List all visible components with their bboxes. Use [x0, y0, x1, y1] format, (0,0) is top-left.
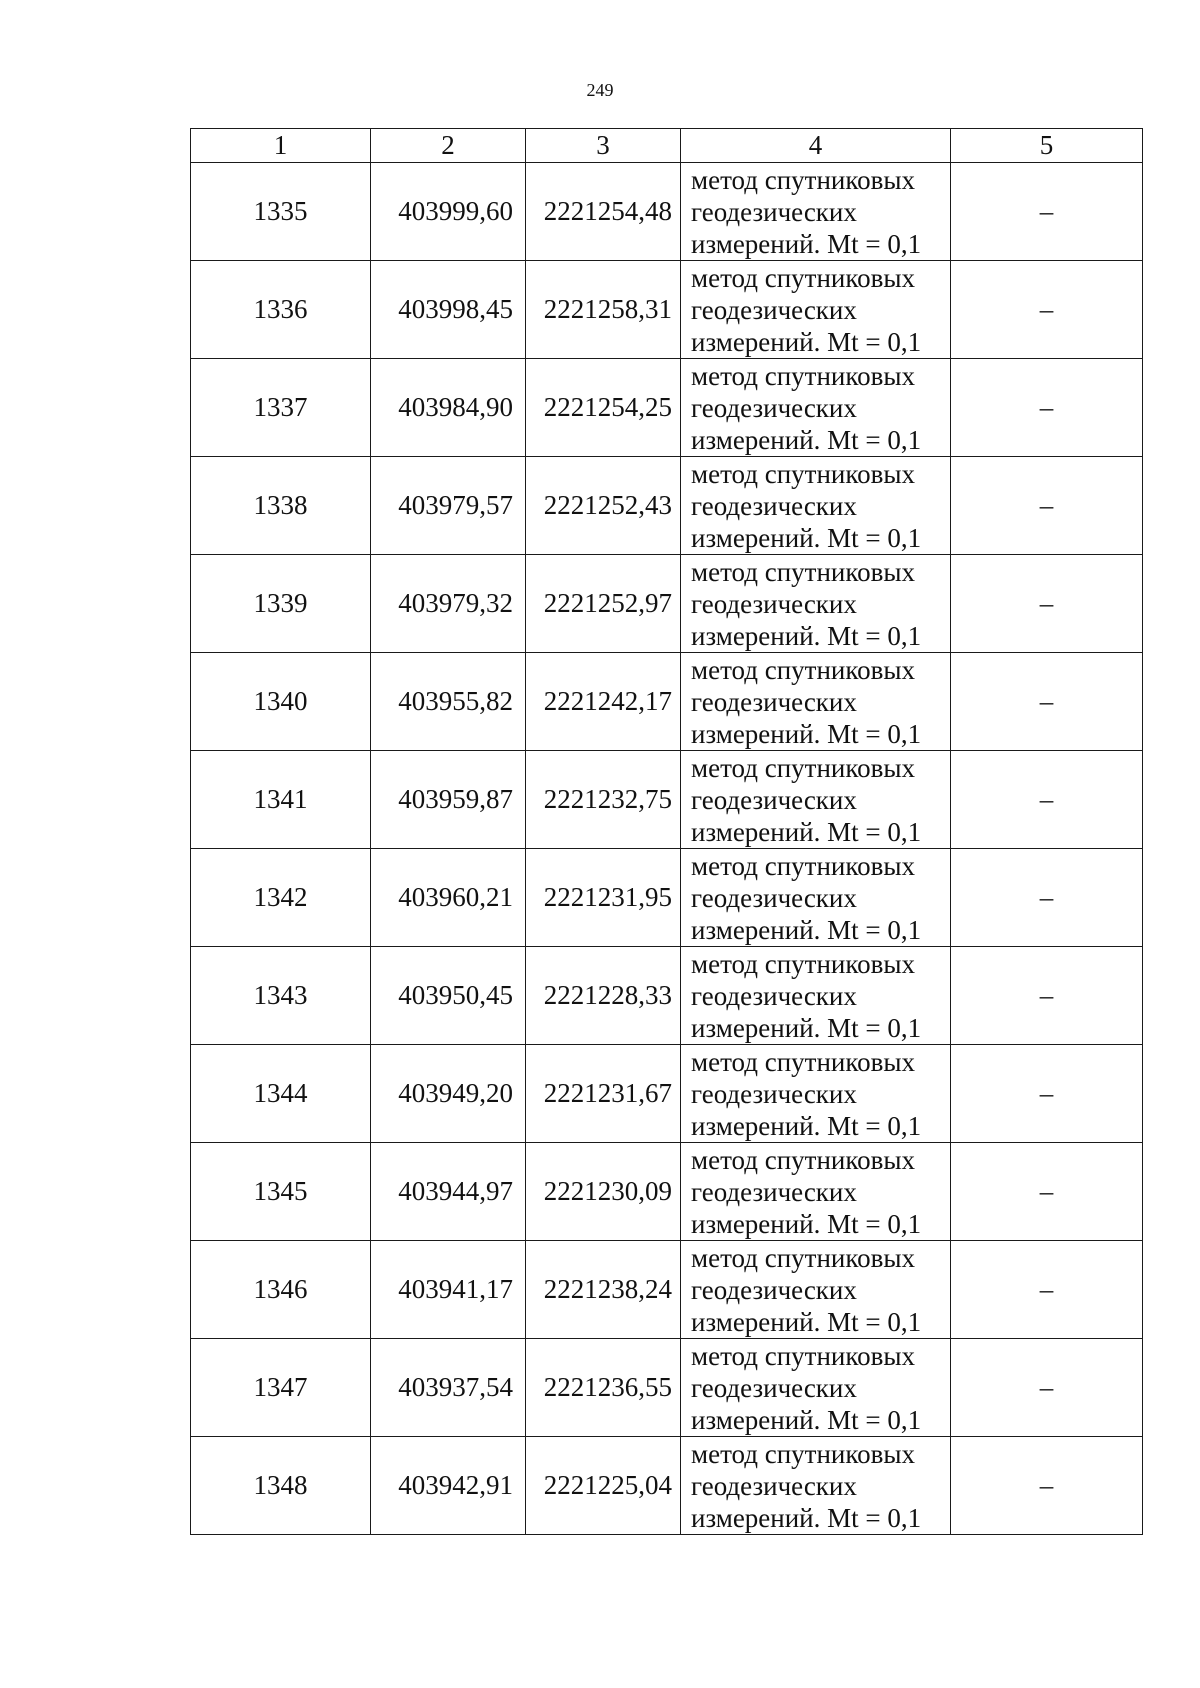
- method-cell: [681, 163, 951, 261]
- note-cell: –: [951, 1437, 1143, 1535]
- method-line: измерений. Mt = 0,1: [691, 1502, 922, 1533]
- point-number-cell: 1335: [191, 163, 371, 261]
- column-header-3: 3: [526, 129, 681, 163]
- y-coordinate-cell: 2221258,31: [526, 261, 681, 359]
- x-coordinate-cell: 403955,82: [371, 653, 526, 751]
- method-line: измерений. Mt = 0,1: [691, 424, 922, 455]
- method-cell: [681, 947, 951, 1045]
- note-cell: –: [951, 1241, 1143, 1339]
- method-line: метод спутниковых: [691, 1144, 915, 1175]
- point-number-cell: 1345: [191, 1143, 371, 1241]
- method-line: метод спутниковых: [691, 556, 915, 587]
- point-number-cell: 1348: [191, 1437, 371, 1535]
- method-cell: [681, 457, 951, 555]
- y-coordinate-cell: 2221225,04: [526, 1437, 681, 1535]
- y-coordinate-cell: 2221231,67: [526, 1045, 681, 1143]
- y-coordinate-cell: 2221231,95: [526, 849, 681, 947]
- note-cell: –: [951, 555, 1143, 653]
- method-line: геодезических: [691, 1274, 857, 1305]
- y-coordinate-cell: 2221230,09: [526, 1143, 681, 1241]
- method-cell: [681, 1339, 951, 1437]
- method-line: метод спутниковых: [691, 752, 915, 783]
- method-cell: [681, 1045, 951, 1143]
- method-line: метод спутниковых: [691, 1438, 915, 1469]
- x-coordinate-cell: 403950,45: [371, 947, 526, 1045]
- point-number-cell: 1344: [191, 1045, 371, 1143]
- method-line: измерений. Mt = 0,1: [691, 718, 922, 749]
- x-coordinate-cell: 403949,20: [371, 1045, 526, 1143]
- note-cell: –: [951, 1143, 1143, 1241]
- x-coordinate-cell: 403937,54: [371, 1339, 526, 1437]
- method-line: измерений. Mt = 0,1: [691, 228, 922, 259]
- method-cell: [681, 653, 951, 751]
- y-coordinate-cell: 2221254,48: [526, 163, 681, 261]
- table-row: [191, 751, 1143, 849]
- column-header-4: 4: [681, 129, 951, 163]
- y-coordinate-cell: 2221238,24: [526, 1241, 681, 1339]
- y-coordinate-cell: 2221228,33: [526, 947, 681, 1045]
- method-line: измерений. Mt = 0,1: [691, 1404, 922, 1435]
- x-coordinate-cell: 403941,17: [371, 1241, 526, 1339]
- method-cell: [681, 359, 951, 457]
- table-row: [191, 1143, 1143, 1241]
- table-row: [191, 1437, 1143, 1535]
- x-coordinate-cell: 403984,90: [371, 359, 526, 457]
- note-cell: –: [951, 653, 1143, 751]
- point-number-cell: 1337: [191, 359, 371, 457]
- method-cell: [681, 1241, 951, 1339]
- method-cell: [681, 751, 951, 849]
- method-cell: [681, 1437, 951, 1535]
- method-line: измерений. Mt = 0,1: [691, 1208, 922, 1239]
- note-cell: –: [951, 751, 1143, 849]
- point-number-cell: 1347: [191, 1339, 371, 1437]
- note-cell: –: [951, 163, 1143, 261]
- table-body: [191, 163, 1143, 1535]
- header-row: [191, 129, 1143, 163]
- note-cell: –: [951, 849, 1143, 947]
- table-row: [191, 359, 1143, 457]
- method-line: геодезических: [691, 882, 857, 913]
- x-coordinate-cell: 403979,32: [371, 555, 526, 653]
- method-line: метод спутниковых: [691, 360, 915, 391]
- method-line: геодезических: [691, 1470, 857, 1501]
- method-line: измерений. Mt = 0,1: [691, 1012, 922, 1043]
- table-row: [191, 1045, 1143, 1143]
- method-line: измерений. Mt = 0,1: [691, 1110, 922, 1141]
- point-number-cell: 1343: [191, 947, 371, 1045]
- point-number-cell: 1342: [191, 849, 371, 947]
- column-header-2: 2: [371, 129, 526, 163]
- method-line: метод спутниковых: [691, 948, 915, 979]
- y-coordinate-cell: 2221252,97: [526, 555, 681, 653]
- table-row: [191, 1241, 1143, 1339]
- method-cell: [681, 261, 951, 359]
- method-line: геодезических: [691, 686, 857, 717]
- table-row: [191, 1339, 1143, 1437]
- method-line: геодезических: [691, 1176, 857, 1207]
- y-coordinate-cell: 2221232,75: [526, 751, 681, 849]
- table-row: [191, 849, 1143, 947]
- method-line: геодезических: [691, 294, 857, 325]
- x-coordinate-cell: 403998,45: [371, 261, 526, 359]
- method-line: метод спутниковых: [691, 1340, 915, 1371]
- y-coordinate-cell: 2221242,17: [526, 653, 681, 751]
- point-number-cell: 1341: [191, 751, 371, 849]
- note-cell: –: [951, 359, 1143, 457]
- page-number: 249: [586, 80, 614, 100]
- y-coordinate-cell: 2221254,25: [526, 359, 681, 457]
- x-coordinate-cell: 403979,57: [371, 457, 526, 555]
- method-line: геодезических: [691, 980, 857, 1011]
- note-cell: –: [951, 1339, 1143, 1437]
- note-cell: –: [951, 1045, 1143, 1143]
- note-cell: –: [951, 457, 1143, 555]
- table-row: [191, 261, 1143, 359]
- x-coordinate-cell: 403944,97: [371, 1143, 526, 1241]
- y-coordinate-cell: 2221252,43: [526, 457, 681, 555]
- method-line: геодезических: [691, 1078, 857, 1109]
- method-line: геодезических: [691, 392, 857, 423]
- coordinates-table: [190, 128, 1143, 1535]
- method-line: измерений. Mt = 0,1: [691, 620, 922, 651]
- method-line: метод спутниковых: [691, 1046, 915, 1077]
- point-number-cell: 1338: [191, 457, 371, 555]
- method-line: измерений. Mt = 0,1: [691, 816, 922, 847]
- method-line: метод спутниковых: [691, 850, 915, 881]
- table-row: [191, 947, 1143, 1045]
- method-cell: [681, 1143, 951, 1241]
- point-number-cell: 1339: [191, 555, 371, 653]
- method-line: геодезических: [691, 1372, 857, 1403]
- table-row: [191, 457, 1143, 555]
- table-row: [191, 555, 1143, 653]
- method-line: геодезических: [691, 490, 857, 521]
- method-line: измерений. Mt = 0,1: [691, 914, 922, 945]
- method-line: геодезических: [691, 196, 857, 227]
- method-line: измерений. Mt = 0,1: [691, 522, 922, 553]
- y-coordinate-cell: 2221236,55: [526, 1339, 681, 1437]
- table-row: [191, 653, 1143, 751]
- method-cell: [681, 849, 951, 947]
- method-line: геодезических: [691, 784, 857, 815]
- note-cell: –: [951, 261, 1143, 359]
- point-number-cell: 1346: [191, 1241, 371, 1339]
- point-number-cell: 1336: [191, 261, 371, 359]
- x-coordinate-cell: 403942,91: [371, 1437, 526, 1535]
- method-line: метод спутниковых: [691, 654, 915, 685]
- method-line: измерений. Mt = 0,1: [691, 326, 922, 357]
- method-cell: [681, 555, 951, 653]
- table-row: [191, 163, 1143, 261]
- x-coordinate-cell: 403959,87: [371, 751, 526, 849]
- method-line: измерений. Mt = 0,1: [691, 1306, 922, 1337]
- column-header-1: 1: [191, 129, 371, 163]
- method-line: метод спутниковых: [691, 458, 915, 489]
- x-coordinate-cell: 403960,21: [371, 849, 526, 947]
- note-cell: –: [951, 947, 1143, 1045]
- method-line: метод спутниковых: [691, 164, 915, 195]
- method-line: геодезических: [691, 588, 857, 619]
- point-number-cell: 1340: [191, 653, 371, 751]
- method-line: метод спутниковых: [691, 1242, 915, 1273]
- x-coordinate-cell: 403999,60: [371, 163, 526, 261]
- column-header-5: 5: [951, 129, 1143, 163]
- method-line: метод спутниковых: [691, 262, 915, 293]
